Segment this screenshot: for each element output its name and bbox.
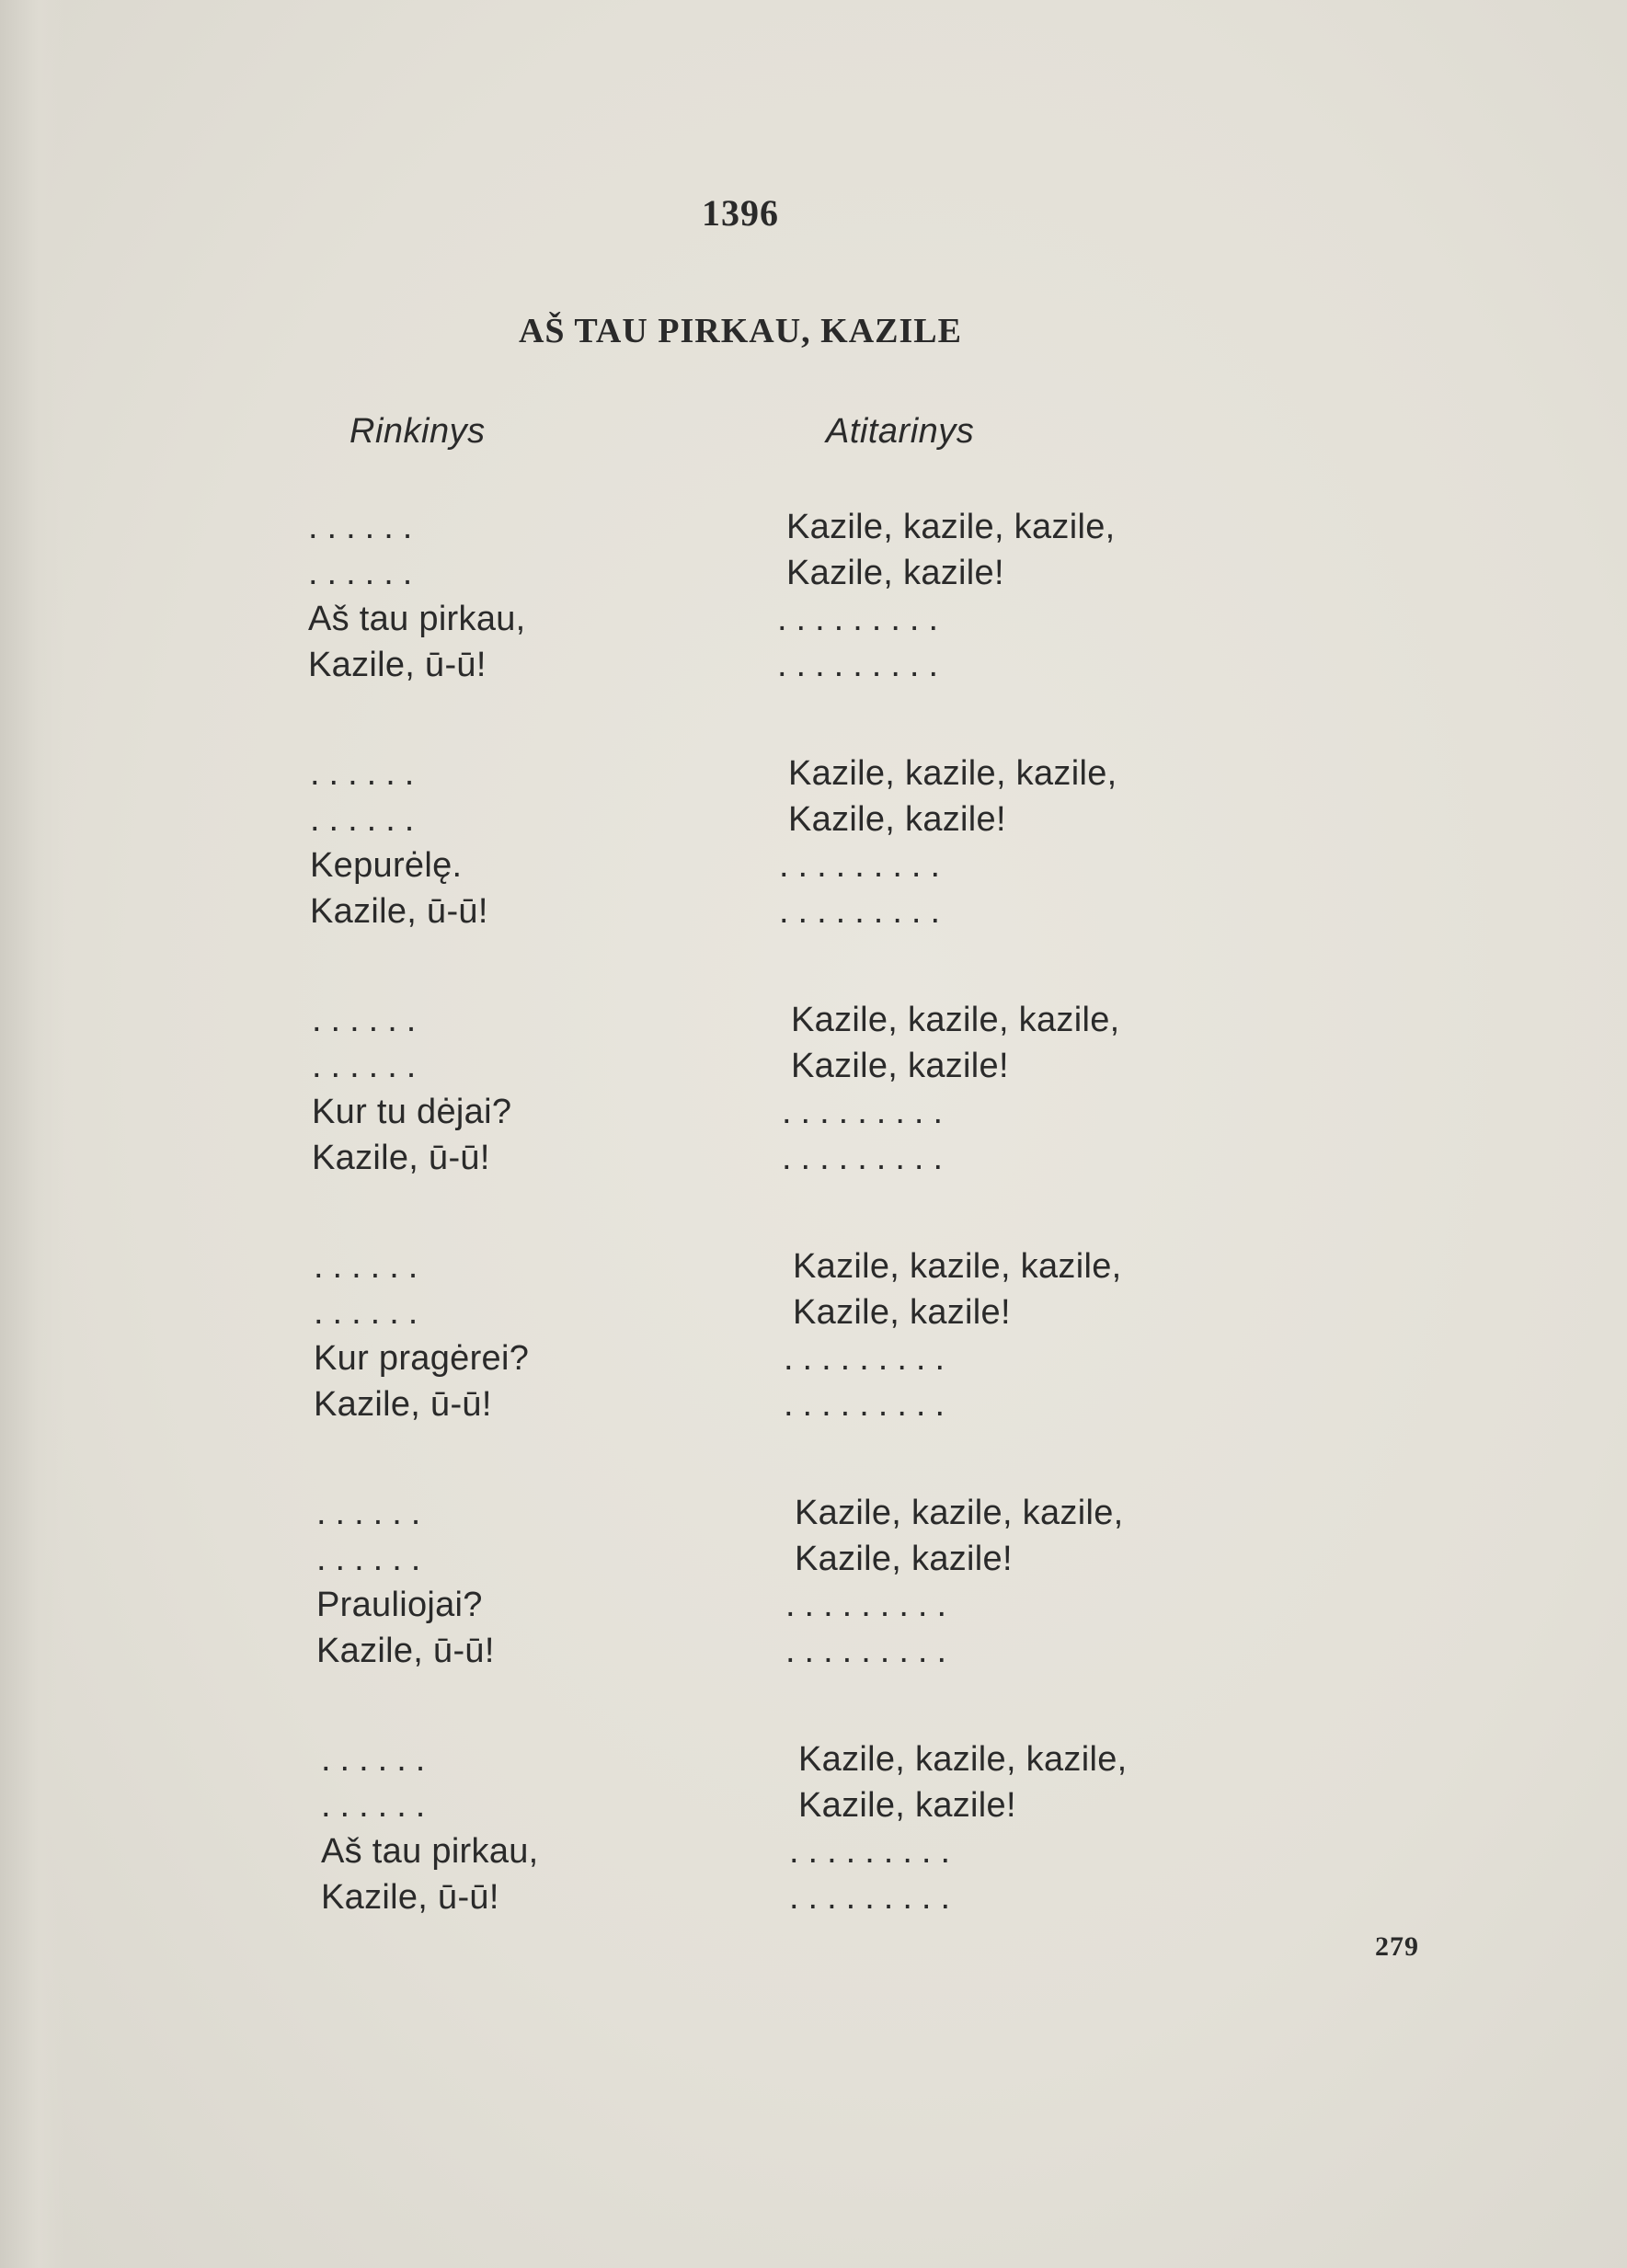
right-line: Kazile, kazile, kazile, xyxy=(791,1001,1120,1039)
left-line: Aš tau pirkau, xyxy=(321,1832,539,1871)
left-line: ...... xyxy=(310,754,424,793)
stanza xyxy=(0,750,1288,934)
stanza xyxy=(0,1243,1288,1427)
song-title: AŠ TAU PIRKAU, KAZILE xyxy=(518,312,962,350)
stanza xyxy=(0,1490,1288,1674)
right-line: ......... xyxy=(777,600,948,638)
left-line: ...... xyxy=(312,1047,426,1085)
right-line: Kazile, kazile! xyxy=(791,1047,1009,1085)
right-line: Kazile, kazile, kazile, xyxy=(788,754,1117,793)
song-number: 1396 xyxy=(702,192,779,234)
right-line: ......... xyxy=(782,1093,953,1131)
right-line: Kazile, kazile, kazile, xyxy=(793,1247,1122,1286)
left-line: Kazile, ū-ū! xyxy=(312,1139,490,1177)
left-line: ...... xyxy=(314,1293,428,1332)
left-line: ...... xyxy=(316,1540,430,1578)
right-line: Kazile, kazile, kazile, xyxy=(786,508,1116,546)
right-line: Kazile, kazile! xyxy=(795,1540,1013,1578)
left-line: Aš tau pirkau, xyxy=(308,600,526,638)
left-line: Kazile, ū-ū! xyxy=(308,646,487,684)
right-line: ......... xyxy=(785,1632,957,1670)
right-line: Kazile, kazile, kazile, xyxy=(795,1494,1124,1532)
right-line: ......... xyxy=(777,646,948,684)
stanza xyxy=(0,504,1288,688)
left-line: Kepurėlę. xyxy=(310,846,463,885)
left-line: Kazile, ū-ū! xyxy=(316,1632,495,1670)
right-line: ......... xyxy=(789,1832,960,1871)
right-line: ......... xyxy=(784,1339,955,1378)
right-line: Kazile, kazile, kazile, xyxy=(798,1740,1128,1779)
left-line: Kazile, ū-ū! xyxy=(314,1385,492,1424)
left-line: ...... xyxy=(308,508,422,546)
left-line: ...... xyxy=(312,1001,426,1039)
right-line: Kazile, kazile! xyxy=(786,554,1004,592)
left-line: Kur pragėrei? xyxy=(314,1339,530,1378)
left-line: Kur tu dėjai? xyxy=(312,1093,512,1131)
left-line: ...... xyxy=(314,1247,428,1286)
stanza xyxy=(0,997,1288,1181)
left-line: ...... xyxy=(321,1740,435,1779)
left-line: Kazile, ū-ū! xyxy=(321,1878,499,1917)
right-line: ......... xyxy=(785,1586,957,1624)
left-line: ...... xyxy=(308,554,422,592)
left-line: ...... xyxy=(310,800,424,839)
right-line: ......... xyxy=(779,846,950,885)
right-line: ......... xyxy=(789,1878,960,1917)
left-line: ...... xyxy=(316,1494,430,1532)
right-line: ......... xyxy=(779,892,950,931)
right-line: ......... xyxy=(782,1139,953,1177)
right-line: Kazile, kazile! xyxy=(793,1293,1011,1332)
left-line: ...... xyxy=(321,1786,435,1825)
stanza xyxy=(0,1736,1288,1920)
right-line: Kazile, kazile! xyxy=(798,1786,1016,1825)
column-header-atitarinys: Atitarinys xyxy=(826,412,975,451)
column-header-rinkinys: Rinkinys xyxy=(349,412,486,451)
page-number: 279 xyxy=(1375,1931,1419,1962)
left-line: Kazile, ū-ū! xyxy=(310,892,488,931)
right-line: Kazile, kazile! xyxy=(788,800,1006,839)
left-line: Prauliojai? xyxy=(316,1586,483,1624)
right-line: ......... xyxy=(784,1385,955,1424)
